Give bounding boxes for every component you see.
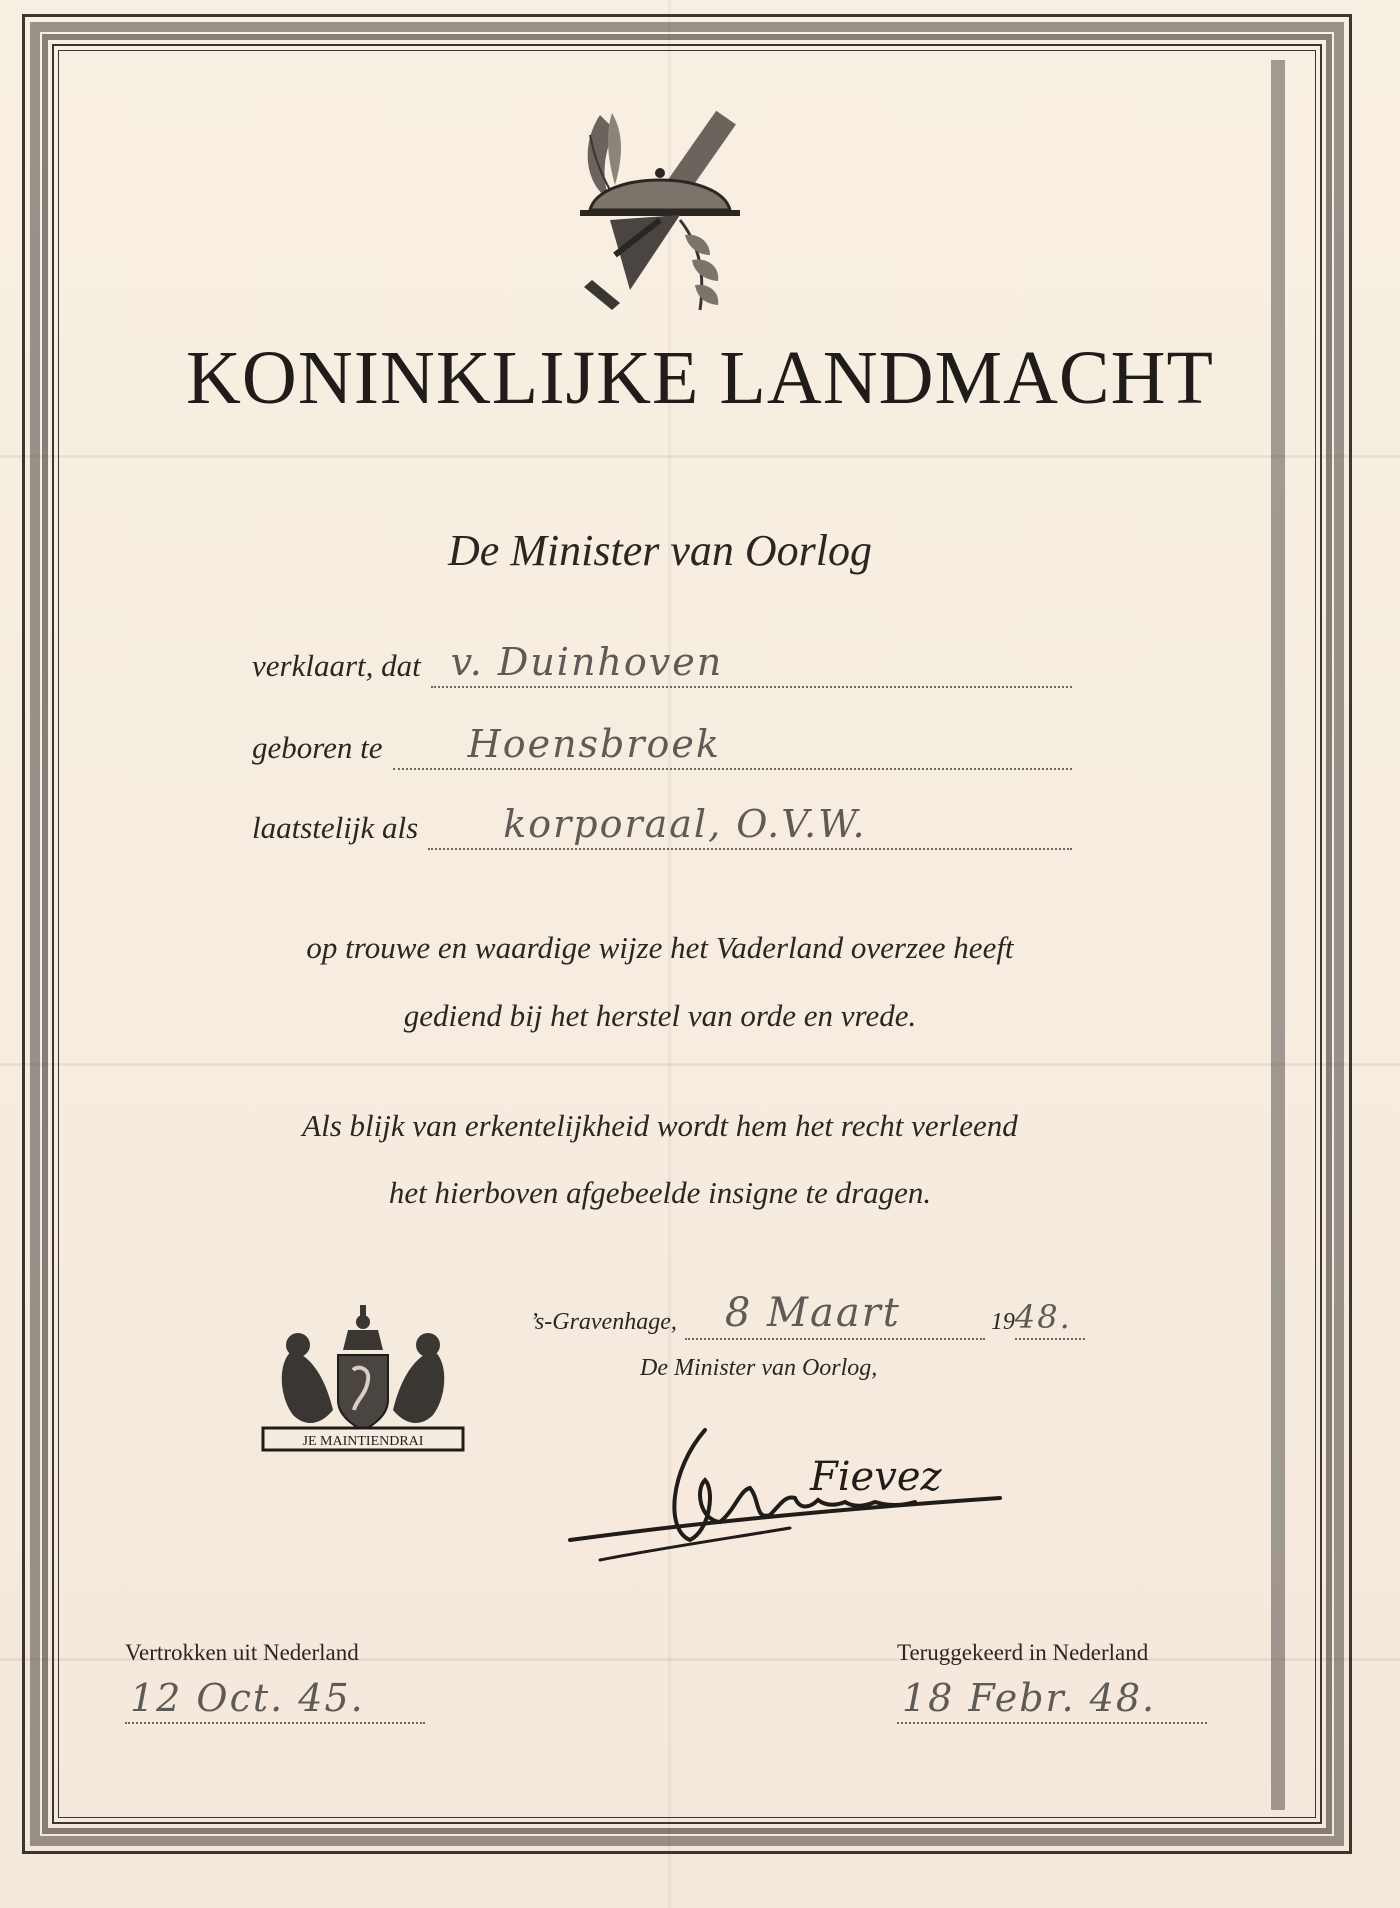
year-prefix: 19 [990, 1309, 1015, 1335]
handwritten-rank: korporaal, O.V.W. [503, 802, 867, 846]
document-title: KONINKLIJKE LANDMACHT [186, 336, 1214, 420]
place-date [530, 1292, 1100, 1340]
departed-line [125, 1672, 425, 1724]
helmet-sword-laurel-insignia [570, 105, 750, 315]
returned-label: Teruggekeerd in Nederland [897, 1640, 1149, 1665]
handwritten-departed-date: 12 Oct. 45. [130, 1676, 365, 1720]
document-subtitle: De Minister van Oorlog [447, 526, 873, 575]
handwritten-date: 8 Maart [724, 1290, 901, 1336]
field-birthplace [252, 720, 1072, 770]
field-line [428, 802, 1072, 850]
field-label: verklaart, dat [252, 648, 421, 683]
field-name [252, 638, 1072, 688]
coat-of-arms-motto: JE MAINTIENDRAI [302, 1434, 424, 1449]
handwritten-birthplace: Hoensbroek [467, 722, 721, 766]
field-line [393, 722, 1072, 770]
signatory-title: De Minister van Oorlog, [640, 1355, 878, 1381]
handwritten-returned-date: 18 Febr. 48. [902, 1676, 1157, 1720]
handwritten-year: 48. [1014, 1298, 1072, 1336]
departed-label: Vertrokken uit Nederland [125, 1640, 359, 1665]
field-label: geboren te [252, 730, 383, 765]
statement-line: gediend bij het herstel van orde en vrede. [403, 998, 917, 1033]
field-rank [252, 800, 1072, 850]
signature-text: Fievez [810, 1454, 942, 1500]
year-line [1015, 1298, 1085, 1340]
statement-line: op trouwe en waardige wijze het Vaderland overzee heeft [306, 930, 1014, 965]
handwritten-name: v. Duinhoven [450, 640, 724, 684]
dutch-coat-of-arms [258, 1300, 468, 1460]
field-line [431, 640, 1072, 688]
field-label: laatstelijk als [252, 810, 419, 845]
recognition-line: Als blijk van erkentelijkheid wordt hem het recht verleend [302, 1108, 1018, 1143]
date-line [685, 1290, 985, 1340]
recognition-line: het hierboven afgebeelde insigne te dragen. [388, 1175, 932, 1210]
signature [560, 1410, 1020, 1580]
returned-line [897, 1672, 1207, 1724]
place-label: ’s-Gravenhage, [530, 1309, 677, 1335]
